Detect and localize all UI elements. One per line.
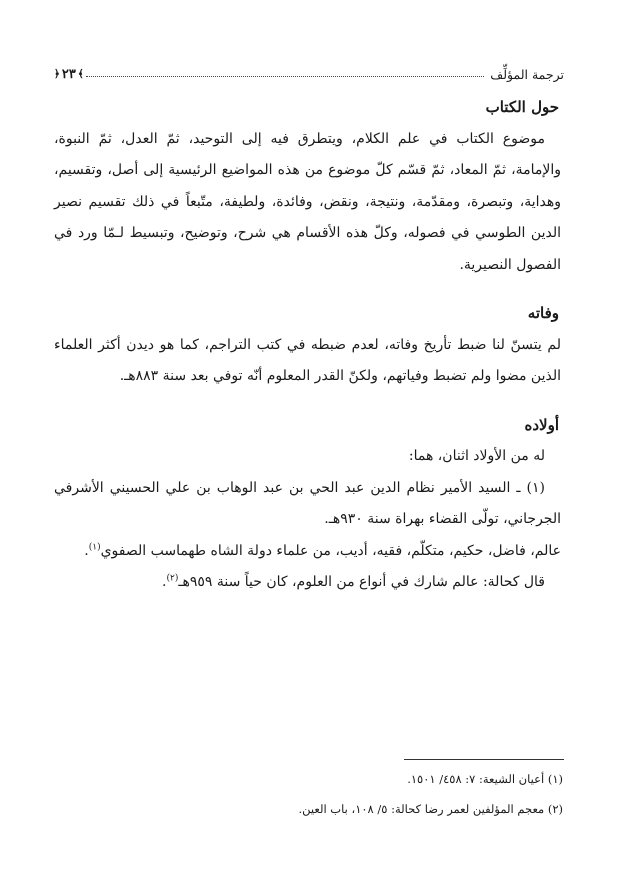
page-number: ٢٣ bbox=[61, 67, 76, 82]
ornament-left-icon: ﴿ bbox=[54, 69, 60, 80]
main-content bbox=[54, 92, 561, 599]
item1-desc-end: . bbox=[84, 542, 89, 559]
header-page-number-box bbox=[54, 67, 84, 82]
footnote-ref-2[interactable]: (٢) bbox=[166, 573, 179, 584]
kahhala-end: . bbox=[162, 574, 167, 590]
children-item-1-description bbox=[54, 536, 561, 568]
item1-desc-text: عالم، فاضل، حكيم، متكلّم، فقيه، أديب، من علماء دولة الشاه طهماسب الصفوي bbox=[100, 542, 561, 559]
footnote-divider bbox=[404, 759, 564, 760]
footnote-2: (٢) معجم المؤلفين لعمر رضا كحالة: ٥/ ١٠٨، باب العين. bbox=[298, 802, 563, 816]
about-paragraph: موضوع الكتاب في علم الكلام، ويتطرق فيه إلى التوحيد، ثمّ العدل، ثمّ النبوة، والإمامة، ثمّ المعاد، ثمّ قسّم كلّ موضوع من هذه المواضيع الرئيسية إلى أصل، وتقسيم، وهداية، وتبصرة، ومقدّمة، ونتيجة، ونقض، وفائدة، ولطيفة، متّبعاً في ذلك تقسيم نصير الدين الطوسي في فصوله، وكلّ هذه الأقسام هي شرح، وتوضيح، وتبسيط لـمّا ورد في الفصول النصيرية. bbox=[54, 130, 561, 273]
running-header bbox=[54, 58, 564, 82]
ornament-right-icon: ﴾ bbox=[77, 69, 84, 80]
kahhala-quote bbox=[54, 567, 561, 599]
death-paragraph: لم يتسنّ لنا ضبط تأريخ وفاته، لعدم ضبطه في كتب التراجم، كما هو ديدن أكثر العلماء الذين مضوا ولم تضبط وفياتهم، ولكنّ القدر المعلوم أنّه توفي بعد سنة ٨٨٣هـ. bbox=[54, 336, 561, 384]
section-heading-about: حول الكتاب bbox=[485, 98, 559, 116]
kahhala-text: قال كحالة: عالم شارك في أنواع من العلوم، كان حياً سنة ٩٥٩هـ bbox=[178, 574, 545, 590]
children-intro: له من الأولاد اثنان، هما: bbox=[408, 448, 545, 464]
footnote-1: (١) أعيان الشيعة: ٧: ٤٥٨/ ١٥٠١. bbox=[407, 772, 563, 786]
section-heading-death: وفاته bbox=[527, 304, 559, 322]
footnote-ref-1[interactable]: (١) bbox=[88, 541, 101, 552]
section-heading-children: أولاده bbox=[524, 415, 559, 434]
header-title: ترجمة المؤلِّف bbox=[490, 67, 564, 82]
footnotes bbox=[56, 764, 563, 824]
children-item-1: (١) ـ السيد الأمير نظام الدين عبد الحي بن عبد الوهاب بن علي الحسيني الأشرفي الجرجاني، تولّى القضاء بهراة سنة ٩٣٠هـ. bbox=[54, 479, 561, 527]
header-dotted-leader bbox=[86, 76, 485, 77]
